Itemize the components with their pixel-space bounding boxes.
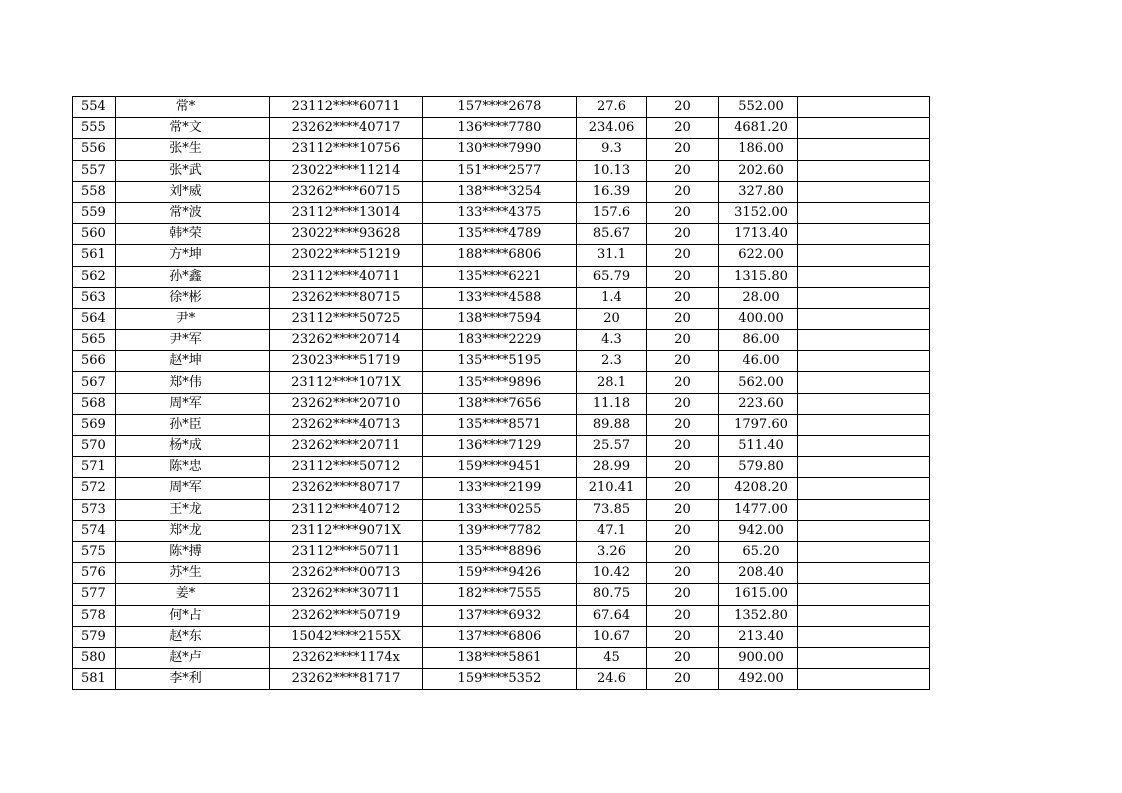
- phone-cell: 135****4789: [423, 224, 577, 245]
- table-row: [73, 224, 930, 245]
- area-cell: 28.1: [577, 372, 647, 393]
- row-number-cell: 570: [73, 436, 116, 457]
- table-row: [73, 584, 930, 605]
- name-cell: 郑*伟: [116, 372, 270, 393]
- row-number-cell: 558: [73, 181, 116, 202]
- amount-cell: 1477.00: [719, 499, 798, 520]
- rate-cell: 20: [647, 626, 719, 647]
- rate-cell: 20: [647, 457, 719, 478]
- table-row: [73, 372, 930, 393]
- name-cell: 陈*搏: [116, 541, 270, 562]
- note-cell: [798, 287, 930, 308]
- rate-cell: 20: [647, 351, 719, 372]
- id-number-cell: 23112****40712: [270, 499, 423, 520]
- row-number-cell: 569: [73, 414, 116, 435]
- amount-cell: 1315.80: [719, 266, 798, 287]
- table-row: [73, 160, 930, 181]
- row-number-cell: 581: [73, 669, 116, 690]
- id-number-cell: 23112****60711: [270, 97, 423, 118]
- rate-cell: 20: [647, 499, 719, 520]
- table-row: [73, 266, 930, 287]
- id-number-cell: 23262****20714: [270, 330, 423, 351]
- name-cell: 方*坤: [116, 245, 270, 266]
- area-cell: 89.88: [577, 414, 647, 435]
- name-cell: 常*波: [116, 202, 270, 223]
- rate-cell: 20: [647, 287, 719, 308]
- name-cell: 常*: [116, 97, 270, 118]
- area-cell: 157.6: [577, 202, 647, 223]
- table-row: [73, 245, 930, 266]
- table-row: [73, 478, 930, 499]
- id-number-cell: 23262****00713: [270, 563, 423, 584]
- row-number-cell: 565: [73, 330, 116, 351]
- phone-cell: 133****2199: [423, 478, 577, 499]
- amount-cell: 579.80: [719, 457, 798, 478]
- amount-cell: 3152.00: [719, 202, 798, 223]
- note-cell: [798, 414, 930, 435]
- phone-cell: 183****2229: [423, 330, 577, 351]
- table-row: [73, 520, 930, 541]
- area-cell: 3.26: [577, 541, 647, 562]
- row-number-cell: 573: [73, 499, 116, 520]
- table-row: [73, 457, 930, 478]
- area-cell: 24.6: [577, 669, 647, 690]
- note-cell: [798, 245, 930, 266]
- phone-cell: 133****4588: [423, 287, 577, 308]
- note-cell: [798, 647, 930, 668]
- table-row: [73, 647, 930, 668]
- area-cell: 65.79: [577, 266, 647, 287]
- note-cell: [798, 584, 930, 605]
- row-number-cell: 575: [73, 541, 116, 562]
- row-number-cell: 557: [73, 160, 116, 181]
- row-number-cell: 574: [73, 520, 116, 541]
- row-number-cell: 564: [73, 308, 116, 329]
- id-number-cell: 23112****50712: [270, 457, 423, 478]
- amount-cell: 208.40: [719, 563, 798, 584]
- id-number-cell: 23262****80717: [270, 478, 423, 499]
- area-cell: 10.42: [577, 563, 647, 584]
- table-row: [73, 139, 930, 160]
- name-cell: 周*军: [116, 393, 270, 414]
- phone-cell: 135****6221: [423, 266, 577, 287]
- name-cell: 张*武: [116, 160, 270, 181]
- table-row: [73, 499, 930, 520]
- area-cell: 10.67: [577, 626, 647, 647]
- note-cell: [798, 372, 930, 393]
- row-number-cell: 554: [73, 97, 116, 118]
- amount-cell: 4208.20: [719, 478, 798, 499]
- note-cell: [798, 202, 930, 223]
- phone-cell: 130****7990: [423, 139, 577, 160]
- rate-cell: 20: [647, 245, 719, 266]
- name-cell: 常*文: [116, 118, 270, 139]
- amount-cell: 223.60: [719, 393, 798, 414]
- id-number-cell: 23022****11214: [270, 160, 423, 181]
- phone-cell: 135****8571: [423, 414, 577, 435]
- amount-cell: 900.00: [719, 647, 798, 668]
- note-cell: [798, 541, 930, 562]
- area-cell: 10.13: [577, 160, 647, 181]
- row-number-cell: 576: [73, 563, 116, 584]
- area-cell: 45: [577, 647, 647, 668]
- rate-cell: 20: [647, 520, 719, 541]
- phone-cell: 136****7129: [423, 436, 577, 457]
- note-cell: [798, 478, 930, 499]
- row-number-cell: 561: [73, 245, 116, 266]
- amount-cell: 86.00: [719, 330, 798, 351]
- rate-cell: 20: [647, 563, 719, 584]
- note-cell: [798, 308, 930, 329]
- amount-cell: 1797.60: [719, 414, 798, 435]
- name-cell: 孙*臣: [116, 414, 270, 435]
- amount-cell: 942.00: [719, 520, 798, 541]
- name-cell: 刘*威: [116, 181, 270, 202]
- phone-cell: 159****9426: [423, 563, 577, 584]
- amount-cell: 622.00: [719, 245, 798, 266]
- phone-cell: 137****6932: [423, 605, 577, 626]
- name-cell: 韩*荣: [116, 224, 270, 245]
- name-cell: 李*利: [116, 669, 270, 690]
- area-cell: 20: [577, 308, 647, 329]
- table-row: [73, 308, 930, 329]
- area-cell: 80.75: [577, 584, 647, 605]
- id-number-cell: 23262****20711: [270, 436, 423, 457]
- table-row: [73, 97, 930, 118]
- id-number-cell: 23022****51219: [270, 245, 423, 266]
- rate-cell: 20: [647, 478, 719, 499]
- table-row: [73, 626, 930, 647]
- rate-cell: 20: [647, 414, 719, 435]
- note-cell: [798, 626, 930, 647]
- note-cell: [798, 520, 930, 541]
- note-cell: [798, 330, 930, 351]
- amount-cell: 492.00: [719, 669, 798, 690]
- amount-cell: 1615.00: [719, 584, 798, 605]
- table-row: [73, 181, 930, 202]
- table-row: [73, 541, 930, 562]
- note-cell: [798, 118, 930, 139]
- id-number-cell: 23262****81717: [270, 669, 423, 690]
- rate-cell: 20: [647, 97, 719, 118]
- row-number-cell: 566: [73, 351, 116, 372]
- id-number-cell: 23262****60715: [270, 181, 423, 202]
- note-cell: [798, 266, 930, 287]
- note-cell: [798, 139, 930, 160]
- note-cell: [798, 563, 930, 584]
- note-cell: [798, 160, 930, 181]
- row-number-cell: 568: [73, 393, 116, 414]
- area-cell: 210.41: [577, 478, 647, 499]
- name-cell: 尹*军: [116, 330, 270, 351]
- data-table: [72, 96, 930, 690]
- amount-cell: 1713.40: [719, 224, 798, 245]
- id-number-cell: 23112****1071X: [270, 372, 423, 393]
- name-cell: 杨*成: [116, 436, 270, 457]
- rate-cell: 20: [647, 393, 719, 414]
- amount-cell: 213.40: [719, 626, 798, 647]
- row-number-cell: 559: [73, 202, 116, 223]
- area-cell: 1.4: [577, 287, 647, 308]
- id-number-cell: 23112****40711: [270, 266, 423, 287]
- id-number-cell: 23262****1174x: [270, 647, 423, 668]
- row-number-cell: 579: [73, 626, 116, 647]
- amount-cell: 562.00: [719, 372, 798, 393]
- rate-cell: 20: [647, 436, 719, 457]
- area-cell: 27.6: [577, 97, 647, 118]
- row-number-cell: 577: [73, 584, 116, 605]
- phone-cell: 138****5861: [423, 647, 577, 668]
- table-row: [73, 287, 930, 308]
- note-cell: [798, 224, 930, 245]
- name-cell: 赵*坤: [116, 351, 270, 372]
- id-number-cell: 23262****40713: [270, 414, 423, 435]
- area-cell: 73.85: [577, 499, 647, 520]
- rate-cell: 20: [647, 181, 719, 202]
- phone-cell: 133****4375: [423, 202, 577, 223]
- phone-cell: 159****9451: [423, 457, 577, 478]
- row-number-cell: 571: [73, 457, 116, 478]
- name-cell: 周*军: [116, 478, 270, 499]
- phone-cell: 151****2577: [423, 160, 577, 181]
- amount-cell: 327.80: [719, 181, 798, 202]
- row-number-cell: 555: [73, 118, 116, 139]
- phone-cell: 135****9896: [423, 372, 577, 393]
- row-number-cell: 556: [73, 139, 116, 160]
- rate-cell: 20: [647, 330, 719, 351]
- table-row: [73, 669, 930, 690]
- row-number-cell: 578: [73, 605, 116, 626]
- name-cell: 姜*: [116, 584, 270, 605]
- id-number-cell: 23112****50725: [270, 308, 423, 329]
- rate-cell: 20: [647, 584, 719, 605]
- id-number-cell: 23262****30711: [270, 584, 423, 605]
- note-cell: [798, 393, 930, 414]
- rate-cell: 20: [647, 669, 719, 690]
- row-number-cell: 580: [73, 647, 116, 668]
- area-cell: 85.67: [577, 224, 647, 245]
- table-row: [73, 414, 930, 435]
- rate-cell: 20: [647, 202, 719, 223]
- table-row: [73, 436, 930, 457]
- phone-cell: 182****7555: [423, 584, 577, 605]
- amount-cell: 511.40: [719, 436, 798, 457]
- rate-cell: 20: [647, 118, 719, 139]
- phone-cell: 188****6806: [423, 245, 577, 266]
- area-cell: 67.64: [577, 605, 647, 626]
- note-cell: [798, 457, 930, 478]
- id-number-cell: 23112****50711: [270, 541, 423, 562]
- row-number-cell: 562: [73, 266, 116, 287]
- rate-cell: 20: [647, 160, 719, 181]
- name-cell: 张*生: [116, 139, 270, 160]
- row-number-cell: 560: [73, 224, 116, 245]
- phone-cell: 135****5195: [423, 351, 577, 372]
- name-cell: 王*龙: [116, 499, 270, 520]
- id-number-cell: 23262****40717: [270, 118, 423, 139]
- note-cell: [798, 351, 930, 372]
- area-cell: 31.1: [577, 245, 647, 266]
- rate-cell: 20: [647, 372, 719, 393]
- note-cell: [798, 499, 930, 520]
- area-cell: 11.18: [577, 393, 647, 414]
- id-number-cell: 23262****80715: [270, 287, 423, 308]
- name-cell: 徐*彬: [116, 287, 270, 308]
- name-cell: 郑*龙: [116, 520, 270, 541]
- phone-cell: 138****7656: [423, 393, 577, 414]
- phone-cell: 135****8896: [423, 541, 577, 562]
- amount-cell: 1352.80: [719, 605, 798, 626]
- name-cell: 何*占: [116, 605, 270, 626]
- id-number-cell: 23112****10756: [270, 139, 423, 160]
- table-row: [73, 202, 930, 223]
- amount-cell: 28.00: [719, 287, 798, 308]
- area-cell: 9.3: [577, 139, 647, 160]
- note-cell: [798, 97, 930, 118]
- row-number-cell: 572: [73, 478, 116, 499]
- row-number-cell: 567: [73, 372, 116, 393]
- area-cell: 47.1: [577, 520, 647, 541]
- area-cell: 2.3: [577, 351, 647, 372]
- area-cell: 4.3: [577, 330, 647, 351]
- phone-cell: 137****6806: [423, 626, 577, 647]
- rate-cell: 20: [647, 647, 719, 668]
- name-cell: 孙*鑫: [116, 266, 270, 287]
- phone-cell: 133****0255: [423, 499, 577, 520]
- table-row: [73, 563, 930, 584]
- id-number-cell: 23262****20710: [270, 393, 423, 414]
- note-cell: [798, 181, 930, 202]
- phone-cell: 136****7780: [423, 118, 577, 139]
- phone-cell: 159****5352: [423, 669, 577, 690]
- amount-cell: 4681.20: [719, 118, 798, 139]
- rate-cell: 20: [647, 224, 719, 245]
- amount-cell: 46.00: [719, 351, 798, 372]
- amount-cell: 65.20: [719, 541, 798, 562]
- rate-cell: 20: [647, 605, 719, 626]
- phone-cell: 157****2678: [423, 97, 577, 118]
- table-row: [73, 393, 930, 414]
- name-cell: 陈*忠: [116, 457, 270, 478]
- rate-cell: 20: [647, 541, 719, 562]
- table-row: [73, 605, 930, 626]
- phone-cell: 139****7782: [423, 520, 577, 541]
- id-number-cell: 23022****93628: [270, 224, 423, 245]
- table-row: [73, 330, 930, 351]
- rate-cell: 20: [647, 308, 719, 329]
- rate-cell: 20: [647, 266, 719, 287]
- table-row: [73, 351, 930, 372]
- name-cell: 赵*东: [116, 626, 270, 647]
- table-body: [73, 97, 930, 690]
- name-cell: 赵*卢: [116, 647, 270, 668]
- phone-cell: 138****3254: [423, 181, 577, 202]
- rate-cell: 20: [647, 139, 719, 160]
- id-number-cell: 23023****51719: [270, 351, 423, 372]
- note-cell: [798, 669, 930, 690]
- id-number-cell: 15042****2155X: [270, 626, 423, 647]
- phone-cell: 138****7594: [423, 308, 577, 329]
- area-cell: 25.57: [577, 436, 647, 457]
- amount-cell: 400.00: [719, 308, 798, 329]
- amount-cell: 552.00: [719, 97, 798, 118]
- note-cell: [798, 605, 930, 626]
- area-cell: 234.06: [577, 118, 647, 139]
- note-cell: [798, 436, 930, 457]
- amount-cell: 186.00: [719, 139, 798, 160]
- name-cell: 苏*生: [116, 563, 270, 584]
- row-number-cell: 563: [73, 287, 116, 308]
- table-row: [73, 118, 930, 139]
- area-cell: 16.39: [577, 181, 647, 202]
- id-number-cell: 23262****50719: [270, 605, 423, 626]
- area-cell: 28.99: [577, 457, 647, 478]
- name-cell: 尹*: [116, 308, 270, 329]
- id-number-cell: 23112****13014: [270, 202, 423, 223]
- id-number-cell: 23112****9071X: [270, 520, 423, 541]
- amount-cell: 202.60: [719, 160, 798, 181]
